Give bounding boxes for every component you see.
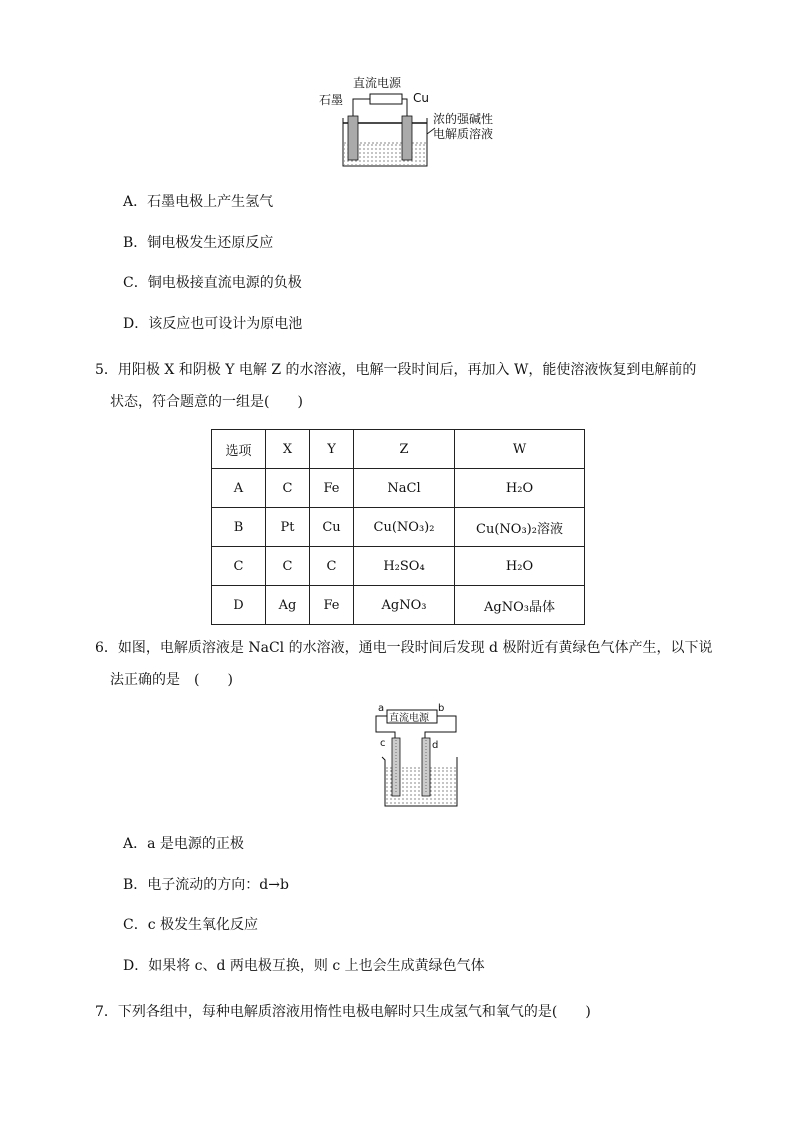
electrode-d-label: d	[432, 740, 439, 751]
q6-option-d: D．如果将 c、d 两电极互换，则 c 上也会生成黄绿色气体	[123, 958, 485, 974]
figure-electrolysis-cell-2	[370, 702, 470, 812]
figure-electrolysis-cell-1	[315, 72, 515, 172]
q4-option-a: A．石墨电极上产生氢气	[123, 194, 274, 210]
solution-label-1: 浓的强碱性	[433, 112, 494, 126]
q6-option-a: A．a 是电源的正极	[123, 836, 244, 852]
terminal-b-label: b	[438, 703, 445, 714]
q5-options-table	[211, 429, 585, 625]
table-row	[212, 586, 585, 625]
table-cell: A	[212, 469, 266, 508]
table-cell: Fe	[310, 586, 354, 625]
table-header-cell: W	[455, 430, 585, 469]
q4-option-d: D．该反应也可设计为原电池	[123, 316, 303, 332]
q6-stem-line2: 法正确的是 ( )	[110, 672, 233, 688]
table-cell: NaCl	[354, 469, 455, 508]
table-header-cell: 选项	[212, 430, 266, 469]
table-cell: AgNO₃晶体	[455, 586, 585, 625]
q6-option-c: C．c 极发生氧化反应	[123, 917, 259, 933]
table-row	[212, 469, 585, 508]
power-source-label-2: 直流电源	[389, 713, 429, 724]
table-cell: C	[212, 547, 266, 586]
table-cell: AgNO₃	[354, 586, 455, 625]
q4-option-b: B．铜电极发生还原反应	[123, 235, 274, 251]
table-cell: Cu(NO₃)₂溶液	[455, 508, 585, 547]
q6-option-b: B．电子流动的方向：d→b	[123, 877, 289, 893]
table-cell: C	[266, 547, 310, 586]
table-cell: Cu	[310, 508, 354, 547]
table-cell: H₂O	[455, 547, 585, 586]
table-cell: B	[212, 508, 266, 547]
solution-label-2: 电解质溶液	[433, 127, 494, 141]
table-cell: Ag	[266, 586, 310, 625]
table-header-row	[212, 430, 585, 469]
table-cell: H₂O	[455, 469, 585, 508]
table-header-cell: X	[266, 430, 310, 469]
table-header-cell: Z	[354, 430, 455, 469]
table-cell: D	[212, 586, 266, 625]
q4-option-c: C．铜电极接直流电源的负极	[123, 275, 302, 291]
table-cell: H₂SO₄	[354, 547, 455, 586]
q5-stem-line1: 5．用阳极 X 和阴极 Y 电解 Z 的水溶液，电解一段时间后，再加入 W，能使溶液恢复到电解前的	[95, 362, 697, 378]
table-cell: C	[266, 469, 310, 508]
table-row	[212, 508, 585, 547]
table-cell: Fe	[310, 469, 354, 508]
table-row	[212, 547, 585, 586]
copper-electrode-label: Cu	[413, 91, 429, 105]
table-cell: Cu(NO₃)₂	[354, 508, 455, 547]
electrode-c-label: c	[380, 738, 386, 749]
terminal-a-label: a	[378, 703, 385, 714]
power-source-label: 直流电源	[353, 76, 402, 90]
q7-stem-line1: 7．下列各组中，每种电解质溶液用惰性电极电解时只生成氢气和氧气的是( )	[95, 1004, 591, 1020]
table-cell: C	[310, 547, 354, 586]
table-cell: Pt	[266, 508, 310, 547]
q6-stem-line1: 6．如图，电解质溶液是 NaCl 的水溶液，通电一段时间后发现 d 极附近有黄绿色气体产生，以下说	[95, 640, 713, 656]
graphite-electrode-label: 石墨	[319, 93, 344, 107]
table-header-cell: Y	[310, 430, 354, 469]
q5-stem-line2: 状态，符合题意的一组是( )	[110, 394, 303, 410]
